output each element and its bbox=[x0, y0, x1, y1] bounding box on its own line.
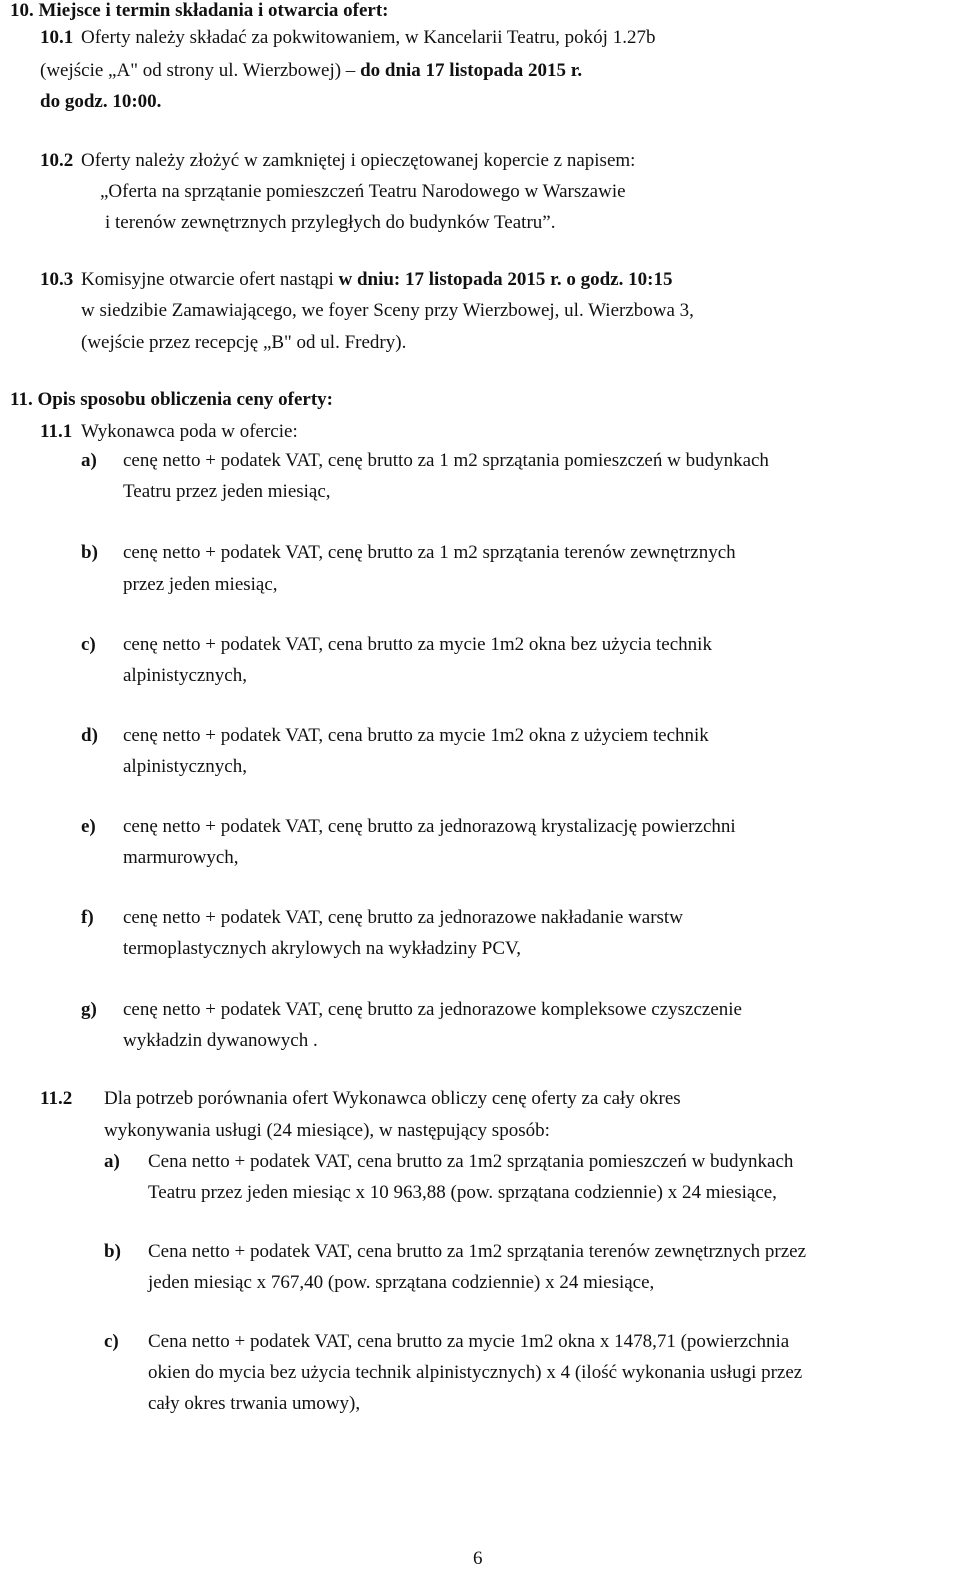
item-10-3-line1-text: Komisyjne otwarcie ofert nastąpi bbox=[81, 269, 339, 290]
page-number: 6 bbox=[473, 1548, 483, 1569]
list-item-line1: cenę netto + podatek VAT, cenę brutto za jednorazowe kompleksowe czyszczenie bbox=[123, 999, 742, 1020]
item-10-1-line1: Oferty należy składać za pokwitowaniem, w Kancelarii Teatru, pokój 1.27b bbox=[81, 27, 656, 48]
item-10-2-line3: i terenów zewnętrznych przyległych do budynków Teatru”. bbox=[105, 212, 556, 233]
item-10-2-line1: Oferty należy złożyć w zamkniętej i opieczętowanej kopercie z napisem: bbox=[81, 150, 636, 171]
list-item-letter: b) bbox=[104, 1241, 121, 1262]
item-10-3-line2: w siedzibie Zamawiającego, we foyer Sceny przy Wierzbowej, ul. Wierzbowa 3, bbox=[81, 300, 694, 321]
list-item-line2: wykładzin dywanowych . bbox=[123, 1030, 318, 1051]
list-item-letter: a) bbox=[81, 450, 97, 471]
list-item-line1: Cena netto + podatek VAT, cena brutto za 1m2 sprzątania terenów zewnętrznych przez bbox=[148, 1241, 807, 1262]
list-item-line1: cenę netto + podatek VAT, cena brutto za mycie 1m2 okna bez użycia technik bbox=[123, 634, 712, 655]
list-item-letter: b) bbox=[81, 542, 98, 563]
list-item-line1: cenę netto + podatek VAT, cenę brutto za 1 m2 sprzątania pomieszczeń w budynkach bbox=[123, 450, 769, 471]
list-item-line1: Cena netto + podatek VAT, cena brutto za mycie 1m2 okna x 1478,71 (powierzchnia bbox=[148, 1331, 790, 1352]
item-11-1-intro: Wykonawca poda w ofercie: bbox=[81, 421, 298, 442]
section-10-heading: 10. Miejsce i termin składania i otwarcia ofert: bbox=[10, 0, 389, 21]
list-item-line3: cały okres trwania umowy), bbox=[148, 1393, 361, 1414]
item-10-3-date: w dniu: 17 listopada 2015 r. o godz. 10:15 bbox=[338, 269, 673, 290]
item-11-1-number: 11.1 bbox=[40, 421, 73, 442]
list-item-letter: c) bbox=[81, 634, 96, 655]
list-item-line2: Teatru przez jeden miesiąc x 10 963,88 (pow. sprzątana codziennie) x 24 miesiące, bbox=[148, 1182, 777, 1203]
list-item-line1: cenę netto + podatek VAT, cenę brutto za jednorazową krystalizację powierzchni bbox=[123, 816, 736, 837]
list-item-line2: Teatru przez jeden miesiąc, bbox=[123, 481, 331, 502]
item-11-2-line2: wykonywania usługi (24 miesiące), w następujący sposób: bbox=[104, 1120, 550, 1141]
list-item-line2: termoplastycznych akrylowych na wykładziny PCV, bbox=[123, 938, 522, 959]
section-11-heading: 11. Opis sposobu obliczenia ceny oferty: bbox=[10, 389, 334, 410]
list-item-line2: alpinistycznych, bbox=[123, 665, 247, 686]
item-11-2-line1: Dla potrzeb porównania ofert Wykonawca obliczy cenę oferty za cały okres bbox=[104, 1088, 681, 1109]
item-10-3-line3: (wejście przez recepcję „B" od ul. Fredry). bbox=[81, 332, 407, 353]
item-10-1-number: 10.1 bbox=[40, 27, 74, 48]
item-10-1-line2-text: (wejście „A" od strony ul. Wierzbowej) – bbox=[40, 60, 361, 81]
item-10-1-line3: do godz. 10:00. bbox=[40, 91, 162, 112]
list-item-line2: marmurowych, bbox=[123, 847, 239, 868]
list-item-letter: e) bbox=[81, 816, 96, 837]
item-10-2-line2: „Oferta na sprzątanie pomieszczeń Teatru Narodowego w Warszawie bbox=[100, 181, 626, 202]
item-10-1-deadline: do dnia 17 listopada 2015 r. bbox=[360, 60, 583, 81]
list-item-letter: c) bbox=[104, 1331, 119, 1352]
item-10-3-line1 bbox=[81, 269, 672, 291]
list-item-line1: Cena netto + podatek VAT, cena brutto za 1m2 sprzątania pomieszczeń w budynkach bbox=[148, 1151, 794, 1172]
list-item-line1: cenę netto + podatek VAT, cena brutto za mycie 1m2 okna z użyciem technik bbox=[123, 725, 709, 746]
list-item-letter: f) bbox=[81, 907, 94, 928]
list-item-line2: alpinistycznych, bbox=[123, 756, 247, 777]
list-item-line1: cenę netto + podatek VAT, cenę brutto za 1 m2 sprzątania terenów zewnętrznych bbox=[123, 542, 736, 563]
list-item-letter: g) bbox=[81, 999, 97, 1020]
list-item-line1: cenę netto + podatek VAT, cenę brutto za jednorazowe nakładanie warstw bbox=[123, 907, 683, 928]
list-item-line2: okien do mycia bez użycia technik alpinistycznych) x 4 (ilość wykonania usługi przez bbox=[148, 1362, 803, 1383]
list-item-line2: jeden miesiąc x 767,40 (pow. sprzątana codziennie) x 24 miesiące, bbox=[148, 1272, 655, 1293]
list-item-letter: d) bbox=[81, 725, 98, 746]
list-item-line2: przez jeden miesiąc, bbox=[123, 574, 278, 595]
item-10-2-number: 10.2 bbox=[40, 150, 74, 171]
item-10-3-number: 10.3 bbox=[40, 269, 74, 290]
item-10-1-line2 bbox=[40, 60, 582, 82]
list-item-letter: a) bbox=[104, 1151, 120, 1172]
item-11-2-number: 11.2 bbox=[40, 1088, 73, 1109]
